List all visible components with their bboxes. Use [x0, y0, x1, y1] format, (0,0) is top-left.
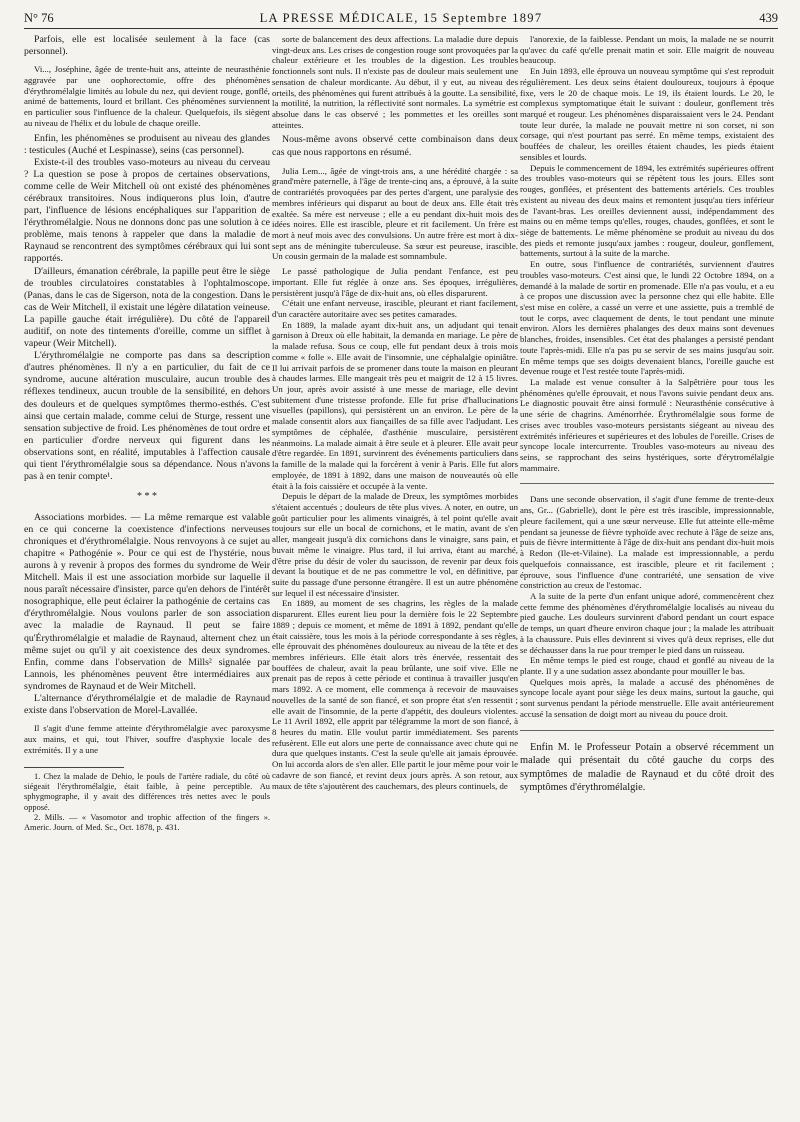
case-paragraph: En 1889, la malade ayant dix-huit ans, un adjudant qui tenait garnison à Dreux où elle habitait, la demanda en mariage. Le père de la malade refusa. Sous ce coup, elle fut pendant deux à trois mois comme « folle ». Elle avait de l'insomnie, une céphalalgie opiniâtre. Il lui arrivait parfois de se promener dans toute la maison en pleurant à chaudes larmes. Elle mangeait très peu et maigrit de 12 à 15 livres. Un jour, après avoir assisté à une messe de mariage, elle devint subitement d'une tristesse profonde. Elle fut prise d'hallucinations visuelles (papillons), qui persistèrent un an environ. Le père de la malade consentit alors aux fiançailles de sa fille avec l'adjudant. Les symptômes de céphalée, d'asthénie musculaire, persistèrent néanmoins. La malade aimait à être seule et à pleurer. Elle avait peur d'être regardée. En 1891, survinrent des événements particuliers dans la famille de la malade qui la forcèrent à venir à Paris. Elle fut alors employée, de 1891 à 1892, dans une maison de nouveautés où elle était à la fois caissière et occupée à la vente.: [272, 319, 518, 491]
section-rule: [520, 730, 774, 731]
column-1: [24, 34, 270, 1114]
case-paragraph: Vi..., Joséphine, âgée de trente-huit ans, atteinte de neurasthénie aggravée par une oophorectomie, offre des phénomènes d'érythromélalgie limités au lobule du nez, qui devient rouge, gonflé, animé de battements, lourd et brillant. Ces phénomènes surviennent en particulier sous l'influence de la chaleur. Quelquefois, ils siègent au niveau de l'hélix et du lobule de chaque oreille.: [24, 64, 270, 128]
paragraph: L'érythromélalgie ne comporte pas dans sa description d'autres phénomènes. Il n'y a en particulier, du fait de ce syndrome, aucune altération musculaire, aucun trouble des réflexes tendineux, aucun trouble de la sensibilité, en dehors des douleurs et de quelques symptômes thermo-esthés. C'est ainsi que certain malade, comme celui de Sturge, ressent une sensation subjective de froid. Les phénomènes de tout ordre et en particulier d'ordre nerveux qui figurent dans les observations sont, en réalité, imputables à l'affection causale qui tient l'érythromélalgie sous sa dépendance. Nous n'avons pas à en tenir compte¹.: [24, 350, 270, 483]
paragraph: Nous-même avons observé cette combinaison dans deux cas que nous rapportons en résumé.: [272, 134, 518, 158]
case-paragraph: Quelques mois après, la malade a accusé des phénomènes de syncope locale ayant pour siège les deux mains, surtout la gauche, qui sont survenus pendant la période menstruelle. Elle avait antérieurement accusé la sensation de doigt mort au niveau du pouce droit.: [520, 676, 774, 719]
case-paragraph: Julia Lem..., âgée de vingt-trois ans, a une hérédité chargée : sa grand'mère paternelle, à l'âge de trente-cinq ans, a éprouvé, à la suite de contrariétés provoquées par des pertes d'argent, une paralysie des membres inférieurs qui disparut au bout de deux ans. Elle était très exaltée. Sa mère est nerveuse ; elle a eu pendant dix-huit mois des idées noires. Elle est irascible, pleure et rit facilement. Un frère est mort à neuf mois avec des convulsions. Un autre frère est mort à dix-sept ans de méningite tuberculeuse. Sa sœur est peureuse, irascible. Un cousin germain de la malade est somnambule.: [272, 165, 518, 262]
column-3: [520, 34, 774, 1114]
case-paragraph: Le passé pathologique de Julia pendant l'enfance, est peu important. Elle fut réglée à onze ans. Ses époques, irrégulières, persistèrent jusqu'à l'âge de dix-huit ans, où elles disparurent.: [272, 266, 518, 298]
case-paragraph: C'était une enfant nerveuse, irascible, pleurant et riant facilement, d'un caractère autoritaire avec ses petites camarades.: [272, 298, 518, 319]
case-paragraph: sorte de balancement des deux affections. La maladie dure depuis vingt-deux ans. Les crises de congestion rouge sont provoquées par la chaleur extérieure et les troubles de la digestion. Les troubles fonctionnels sont nuls. Il n'existe pas de douleur mais seulement une sensation de chaleur mordicante. Au début, il y eut, au niveau des orteils, des phénomènes qui furent attribués à la goutte. La sensibilité, la motilité, la nutrition, la réflectivité sont normales. La symétrie est absolue dans le cas observé ; les pommettes et les oreilles sont atteintes.: [272, 34, 518, 130]
case-paragraph: En outre, sous l'influence de contrariétés, surviennent d'autres troubles vaso-moteurs. C'est ainsi que, le lundi 22 Octobre 1894, on a demandé à la malade de sortir en promenade. Elle n'a pas voulu, et a eu à ce propos une discussion avec la personne chez qui elle habite. Elle s'est mise en colère, a cassé un verre et une assiette, puis a tremblé de tout le corps, avec claquement de dents, le tout pendant une minute environ. Alors les dernières phalanges des deux mains sont devenues blanches, froides, insensibles. Cet état des phalanges a persisté pendant toute l'après-midi. Elle n'a pas pu se servir de ses mains jusqu'au soir. En même temps que ses doigts devenaient blancs, l'oreille gauche est devenue rouge et l'est restée toute l'après-midi.: [520, 259, 774, 377]
page-number-right: 439: [759, 11, 778, 25]
case-paragraph: Depuis le départ de la malade de Dreux, les symptômes morbides s'étaient accentués ; douleurs de tête plus vives. A noter, en outre, un goût particulier pour les aliments vinaigrés, à tel point qu'elle avait toujours sur elle un bocal de cornichons, et le matin, avant de s'en aller, mangeait jusqu'à dix cornichons dans le vinaigre, sans pain, et buvait même le vinaigre. Plus tard, il lui arriva, étant au marché, d'être prise du désir de voler du saucisson, de revenir par deux fois devant la boutique et de ne pas commettre le vol, en définitive, par suite du passage d'une personne étrangère. Il est un autre phénomène sur lequel il est nécessaire d'insister.: [272, 491, 518, 598]
paragraph: Enfin M. le Professeur Potain a observé récemment un malade qui présentait du côté gauche du corps des symptômes de maladie de Raynaud et du côté droit des symptômes d'érythromélalgie.: [520, 741, 774, 794]
case-paragraph: Dans une seconde observation, il s'agit d'une femme de trente-deux ans, Gr... (Gabrielle), dont le père est très irascible, impressionnable, pleure facilement, qui a une sœur nerveuse. Elle fut atteinte elle-même pendant sa jeunesse de fièvre typhoïde avec rechute à l'âge de seize ans, puis de fièvre intermittente à l'âge de dix-huit ans pendant dix-huit mois à Redon (Ile-et-Vilaine). La malade est impressionnable, a perdu quelquefois connaissance, est irascible, pleure et rit facilement ; éprouve, sous l'influence d'une contrariété, une sensation de vive constriction au creux de l'estomac.: [520, 494, 774, 591]
case-paragraph: En même temps le pied est rouge, chaud et gonflé au niveau de la plante. Il y a une sudation assez abondante pour mouiller le bas.: [520, 655, 774, 676]
paragraph: Existe-t-il des troubles vaso-moteurs au niveau du cerveau ? La question se pose à propos de certaines observations, comme celle de Weir Mitchell où ont existé des phénomènes cérébraux transitoires. Nous indiquerons plus loin, d'autre part, l'influence de lésions encéphaliques sur l'apparition de l'érythromélalgie. Nous ne donnons donc pas une solution à ce problème, mais tenons à rappeler que dans la maladie de Raynaud se rencontrent des symptômes cérébraux qui lui sont rapportés.: [24, 156, 270, 265]
footnote: 2. Mills. — « Vasomotor and trophic affection of the fingers ». Americ. Journ. of Med. Sc., Oct. 1878, p. 431.: [24, 812, 270, 832]
column-2: [272, 34, 518, 1114]
section-rule: [520, 483, 774, 484]
case-paragraph: A la suite de la perte d'un enfant unique adoré, commencèrent chez cette femme des phénomènes d'érythromélalgie localisés au niveau du pied gauche. Les douleurs survinrent d'abord pendant un court espace de temps, un quart d'heure environ chaque jour ; la malade les attribuait à la chaussure. Puis elles devinrent si vives qu'à deux reprises, elle dut se déchausser dans la rue pour tremper le pied dans un ruisseau.: [520, 590, 774, 655]
footnote-rule: [24, 767, 124, 768]
paragraph: D'ailleurs, émanation cérébrale, la papille peut être le siège de troubles circulatoires constatables à l'ophtalmoscope. (Panas, dans le cas de Sigerson, nota de la congestion. Dans le cas de Weir Mitchell, il existait une légère dilatation veineuse. La papille gauche était irrégulière). Du côté de l'appareil auditif, on note des tintements d'oreille, comme un sifflet à vapeur (Weir Mitchell).: [24, 265, 270, 350]
section-separator: * * *: [137, 491, 157, 503]
paragraph: Associations morbides. — La même remarque est valable en ce qui concerne la coexistence d'infections nerveuses chroniques et d'érythromélalgie. Nous renvoyons à ce sujet au chapitre « Pathogénie ». Pour ce qui est de l'hystérie, nous aurons à y revenir à propos des formes du syndrome de Weir Mitchell. Mais il est une association morbide sur laquelle il nous paraît nécessaire d'insister, parce qu'en dehors de l'intérêt nosographique, elle peut éclairer la pathogénie de certains cas d'érythromélalgie. Nous voulons parler de son association avec la maladie de Raynaud. Il peut se faire qu'Érythromélalgie et maladie de Raynaud, alternent chez un même sujet ou qu'il y ait coexistence des deux syndromes. Enfin, comme dans l'observation de Mills² signalée par Lannois, les phénomènes peuvent être intermédiaires aux syndromes de Raynaud et de Weir Mitchell.: [24, 511, 270, 692]
paragraph: Parfois, elle est localisée seulement à la face (cas personnel).: [24, 34, 270, 58]
paragraph: L'alternance d'érythromélalgie et de maladie de Raynaud existe dans l'observation de Morel-Lavallée.: [24, 692, 270, 717]
case-paragraph: Depuis le commencement de 1894, les extrémités supérieures offrent des troubles vaso-moteurs qui se répètent tous les jours. Elles sont rouges, gonflées, et présentent des battements artériels. Ces troubles existent au niveau des deux mains et remontent jusqu'au tiers inférieur de l'avant-bras. Les oreilles deviennent aussi, indépendamment des mains ou en même temps qu'elles, rouges, chaudes, gonflées, et sont le siège de battements. Le même phénomène se produit au niveau du dos des pieds et remonte jusqu'aux jambes : rougeur, douleur, gonflement, battements, surtout à la suite de la marche.: [520, 162, 774, 259]
page-number-left: N° 76: [24, 11, 54, 25]
paragraph: Enfin, les phénomènes se produisent au niveau des glandes : testicules (Auché et Lespinasse), seins (cas personnel).: [24, 132, 270, 156]
footnote: 1. Chez la malade de Dehio, le pouls de l'artère radiale, du côté où siégeait l'érythromélalgie, était faible, à peine perceptible. Au sphygmographe, il y avait des différences très nettes avec le pouls opposé.: [24, 772, 270, 812]
case-paragraph: l'anorexie, de la faiblesse. Pendant un mois, la malade ne se nourrit qu'avec du café qu'elle prenait matin et soir. Elle maigrit de nouveau beaucoup.: [520, 34, 774, 66]
case-paragraph: La malade est venue consulter à la Salpêtrière pour tous les phénomènes qu'elle éprouvait, et nous l'avons suivie pendant deux ans. Le diagnostic pouvait être ainsi formulé : Neurasthénie consécutive à une série de chagrins. Aménorrhée. Érythromélalgie sous forme de crises avec troubles vaso-moteurs persistants siégeant au niveau des extrémités inférieures et supérieures et des lobules de l'oreille. Crises de syncope locale intercurrente. Troubles vaso-moteurs au niveau des seins, se rapprochant des seins hystériques, sorte d'érytromélalgie mammaire.: [520, 377, 774, 473]
case-paragraph: Il s'agit d'une femme atteinte d'érythromélalgie avec paroxysme aux mains, et qui, tout l'hiver, souffre d'asphyxie locale des extrémités. Il y a une: [24, 723, 270, 755]
page-header: [24, 8, 778, 29]
case-paragraph: En 1889, au moment de ses chagrins, les règles de la malade disparurent. Elles eurent lieu pour la dernière fois le 22 Septembre 1889 ; depuis ce moment, et même de 1891 à 1892, pendant qu'elle était caissière, tous les mois à la période correspondante à ses règles, elle éprouvait des phénomènes douloureux au niveau de la tête et des membres inférieurs. Elle était alors très énervée, ressentait des bouffées de chaleur, avait la peau brûlante, une soif vive. Elle ne prenait pas de repos à cette période et continua à travailler jusqu'en mars 1892. A ce moment, elle commença à recevoir de mauvaises nouvelles de la santé de son fiancé, et son propre état s'en ressentit ; elle avait de l'insomnie, de la perte d'appétit, des douleurs violentes. Le 11 Avril 1892, elle apprit par télégramme la mort de son fiancé, à 8 heures du matin. Elle voulut partir immédiatement. Ses parents refusèrent. Elle eut alors une perte de connaissance avec chute qui ne dura que quelques instants. C'est la seule qu'elle ait jamais éprouvée. On lui accorda alors de s'en aller. Elle partit le jour même pour voir le cadavre de son fiancé, et revint deux jours après. A son retour, aux maux de tête s'ajoutèrent des cauchemars, des pleurs continuels, de: [272, 598, 518, 791]
journal-title: LA PRESSE MÉDICALE, 15 Septembre 1897: [259, 11, 543, 25]
case-paragraph: En Juin 1893, elle éprouva un nouveau symptôme qui s'est reproduit régulièrement. Les deux seins étaient douloureux, toujours à époque fixe, vers le 20 de chaque mois. Le 19, ils étaient lourds. Le 20, le complexus symptomatique était le suivant : douleur, gonflement très marqué et rougeur. Les phénomènes disparaissaient vers le 24. Pendant toute leur durée, la malade ne pouvait mettre ni son corset, ni son corsage, qui n'est pourtant pas serré. En même temps, existaient des bouffées de chaleur, les oreilles étaient chaudes, les pieds étaient sensibles et lourds.: [520, 66, 774, 162]
